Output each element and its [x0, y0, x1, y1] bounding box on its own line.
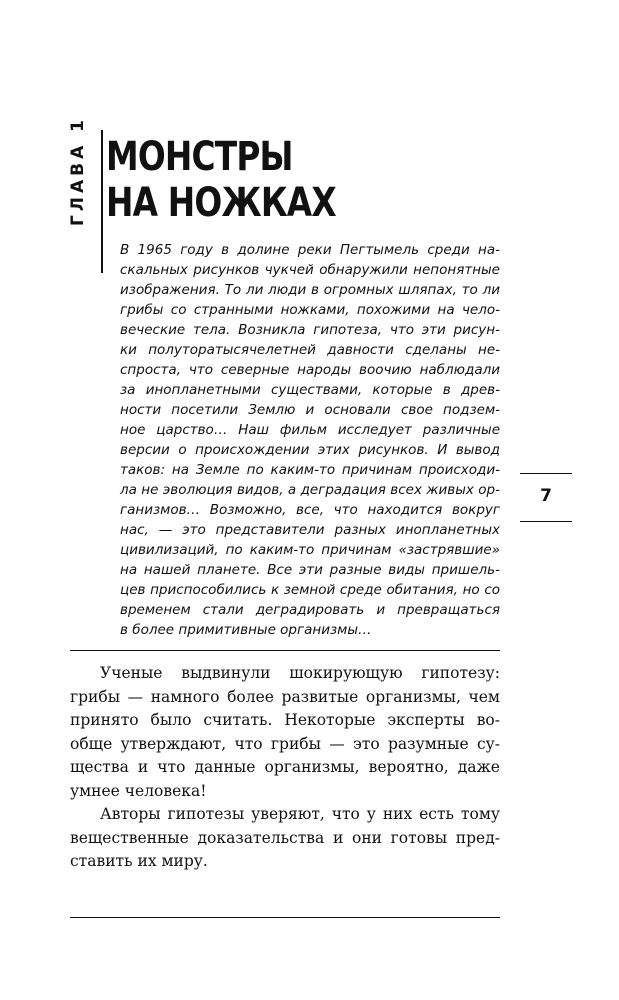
body-line: умнее человека! [70, 781, 207, 800]
epigraph-line: ности посетили Землю и основали свое подзем- [120, 402, 500, 418]
body-line: Авторы гипотезы уверяют, что у них есть тому [100, 805, 500, 823]
section-divider-top [70, 650, 500, 651]
chapter-divider [101, 130, 103, 273]
epigraph-line: на нашей планете. Все эти разные виды пришель- [120, 562, 500, 578]
body-line: обще утверждают, что грибы — это разумные су- [70, 734, 500, 753]
epigraph-line: спроста, что северные народы воочию наблюдали [120, 362, 500, 378]
epigraph-line: скальных рисунков чукчей обнаружили непонятные [120, 262, 500, 278]
epigraph [120, 240, 500, 640]
body-line: принято было считать. Некоторые эксперты во- [70, 711, 500, 729]
epigraph-line: В 1965 году в долине реки Пегтымель среди на- [120, 242, 500, 258]
body-line: вещественные доказательства и они готовы пред- [70, 828, 500, 847]
page-number-rule-top [520, 473, 572, 474]
epigraph-line: нас, — это представители разных инопланетных [120, 522, 500, 538]
body-text [70, 662, 500, 874]
body-line: щества и что данные организмы, вероятно, даже [70, 758, 500, 776]
epigraph-line: ла не эволюция видов, а деградация всех живых ор- [120, 482, 500, 498]
page-number-rule-bottom [520, 521, 572, 522]
chapter-title-line: МОНСТРЫ [106, 134, 293, 180]
epigraph-line: грибы со странными ножками, похожими на чело- [120, 302, 500, 318]
epigraph-line: ное царство… Наш фильм исследует различные [120, 422, 500, 438]
epigraph-line: ганизмов… Возможно, все, что находится вокруг [120, 502, 500, 518]
epigraph-line: ки полуторатысячелетней давности сделаны не- [120, 342, 500, 358]
body-line: грибы — намного более развитые организмы, чем [70, 687, 500, 706]
epigraph-line: в более примитивные организмы… [120, 622, 372, 638]
epigraph-line: цев приспособились к земной среде обитания, но со [120, 582, 500, 598]
page-number: 7 [540, 486, 552, 506]
body-line: Ученые выдвинули шокирующую гипотезу: [100, 664, 500, 682]
chapter-title [106, 134, 336, 226]
epigraph-line: изображения. То ли люди в огромных шляпах, то ли [120, 282, 500, 298]
epigraph-line: за инопланетными существами, которые в древ- [120, 382, 500, 398]
epigraph-line: версии о происхождении этих рисунков. И вывод [120, 442, 500, 458]
epigraph-line: веческие тела. Возникла гипотеза, что эти рисун- [120, 322, 500, 338]
body-line: ставить их миру. [70, 852, 208, 870]
chapter-title-line: НА НОЖКАХ [106, 180, 336, 226]
section-divider-bottom [70, 917, 500, 918]
epigraph-line: таков: на Земле по каким-то причинам происходи- [120, 462, 500, 478]
epigraph-line: цивилизаций, по каким-то причинам «застрявшие» [120, 542, 500, 558]
chapter-label: ГЛАВА 1 [68, 116, 88, 226]
epigraph-line: временем стали деградировать и превращаться [120, 602, 500, 618]
